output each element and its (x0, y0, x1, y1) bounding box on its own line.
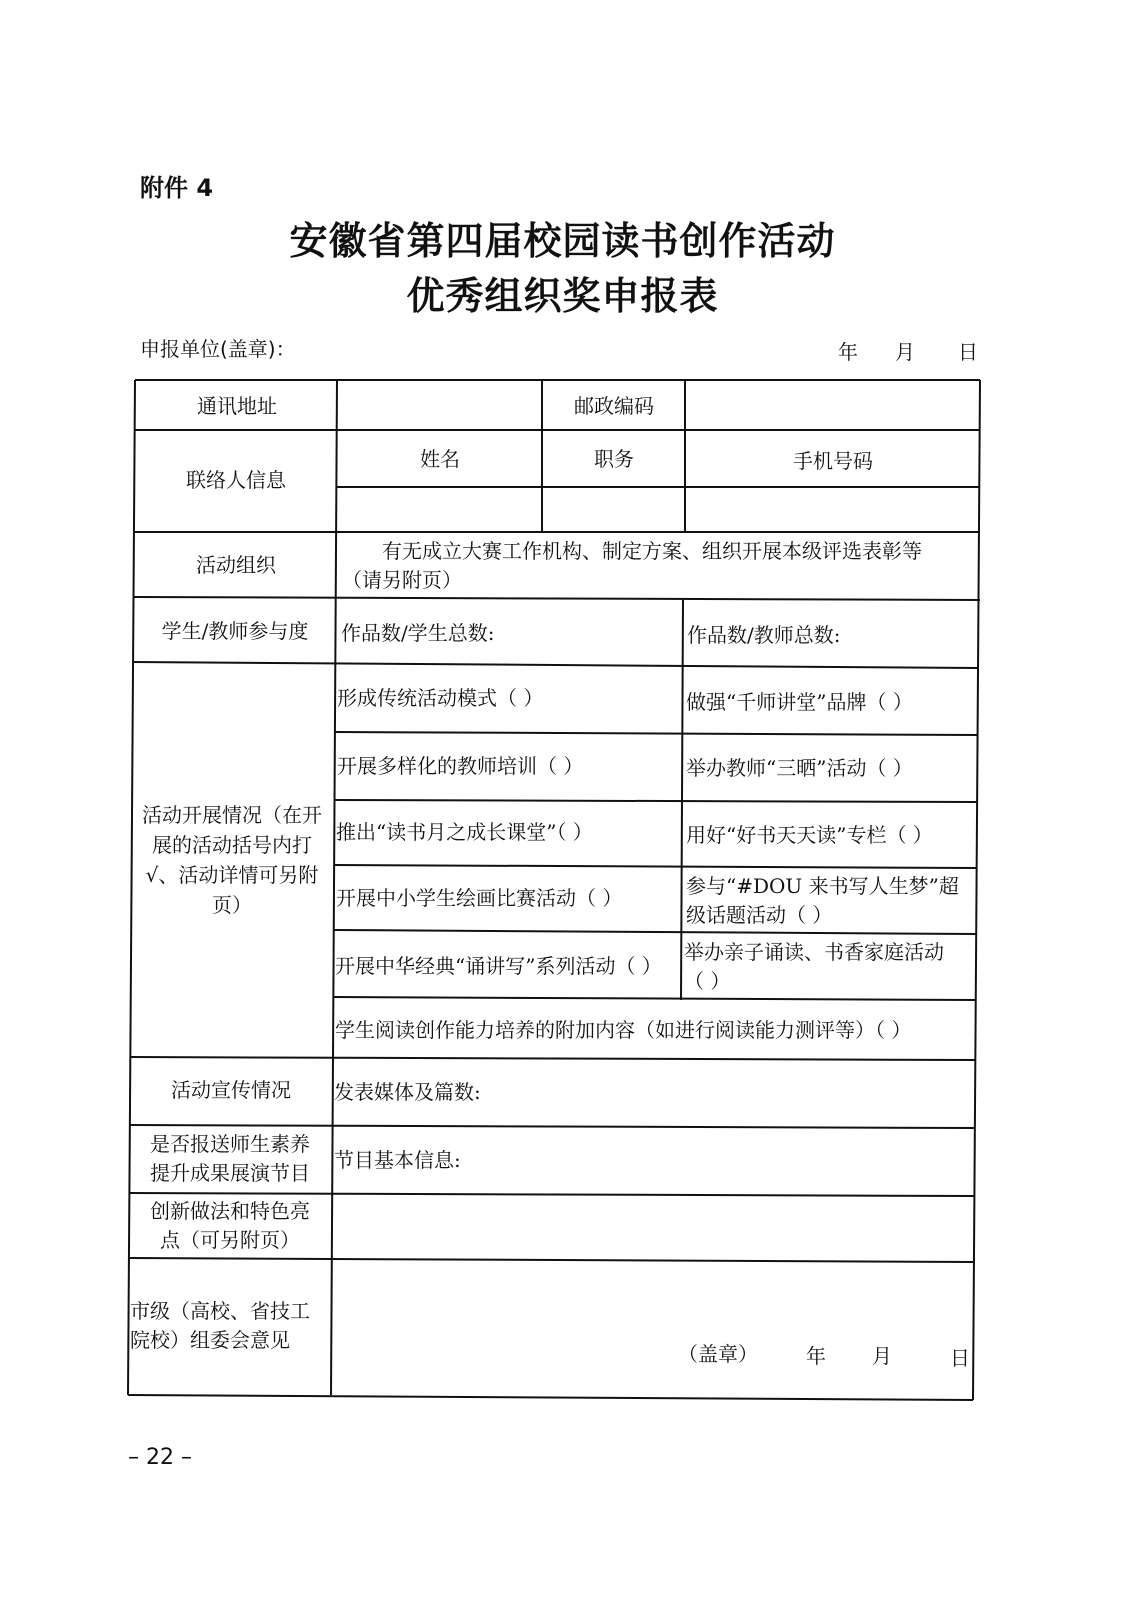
header-year: 年 (838, 340, 858, 364)
opinion-label: 市级（高校、省技工 院校）组委会意见 (130, 1299, 310, 1352)
contact-label: 联络人信息 (186, 468, 286, 492)
activity-left-4[interactable]: 开展中小学生绘画比赛活动（ ） (336, 886, 623, 910)
activity-left-1[interactable]: 形成传统活动模式（ ） (337, 686, 544, 710)
page-subtitle: 优秀组织奖申报表 (406, 274, 719, 318)
innovation-field[interactable] (334, 1210, 970, 1250)
address-label: 通讯地址 (197, 394, 277, 418)
header-day: 日 (958, 340, 978, 364)
postcode-field[interactable] (688, 392, 978, 421)
contact-title-field[interactable] (545, 497, 683, 526)
address-field[interactable] (340, 392, 540, 421)
activities-label: 活动开展情况（在开 展的活动括号内打 √、活动详情可另附 页） (142, 803, 322, 917)
show-field[interactable]: 节目基本信息: (334, 1148, 461, 1172)
applicant-unit-label: 申报单位(盖章)： (140, 337, 296, 361)
works-students-field[interactable]: 作品数/学生总数: (341, 621, 495, 645)
page-number: – 22 – (128, 1445, 192, 1470)
publicity-field[interactable]: 发表媒体及篇数: (334, 1080, 481, 1104)
activity-right-1[interactable]: 做强“千师讲堂”品牌（ ） (686, 690, 913, 714)
activity-right-5[interactable]: 举办亲子诵读、书香家庭活动 （ ） (684, 940, 944, 993)
attachment-label: 附件 4 (140, 174, 214, 202)
org-text-line1: 有无成立大赛工作机构、制定方案、组织开展本级评选表彰等 (382, 539, 922, 563)
participation-label: 学生/教师参与度 (161, 619, 309, 643)
activity-left-2[interactable]: 开展多样化的教师培训（ ） (337, 754, 584, 778)
extra-activity[interactable]: 学生阅读创作能力培养的附加内容（如进行阅读能力测评等）（ ） (335, 1018, 912, 1042)
activity-right-3[interactable]: 用好“好书天天读”专栏（ ） (686, 823, 933, 847)
publicity-label: 活动宣传情况 (171, 1078, 291, 1102)
header-month: 月 (895, 340, 915, 364)
opinion-month: 月 (872, 1344, 892, 1368)
page-title: 安徽省第四届校园读书创作活动 (289, 219, 836, 263)
contact-name-header: 姓名 (420, 447, 460, 471)
contact-phone-field[interactable] (688, 497, 978, 526)
contact-name-field[interactable] (340, 497, 540, 526)
opinion-day: 日 (950, 1346, 970, 1370)
activity-left-3[interactable]: 推出“读书月之成长课堂”（ ） (336, 820, 593, 844)
contact-phone-header: 手机号码 (793, 449, 873, 473)
org-text-line2: （请另附页） (342, 568, 462, 592)
works-teachers-field[interactable]: 作品数/教师总数: (687, 623, 841, 647)
activity-right-4[interactable]: 参与“#DOU 来书写人生梦”超 级话题活动（ ） (686, 874, 959, 927)
opinion-seal: （盖章） (678, 1342, 758, 1366)
show-label: 是否报送师生素养 提升成果展演节目 (150, 1132, 310, 1185)
postcode-label: 邮政编码 (574, 394, 654, 418)
innovation-label: 创新做法和特色亮 点（可另附页） (150, 1199, 310, 1252)
opinion-year: 年 (806, 1344, 826, 1368)
activity-left-5[interactable]: 开展中华经典“诵讲写”系列活动（ ） (335, 954, 662, 978)
contact-title-header: 职务 (594, 447, 634, 471)
activity-right-2[interactable]: 举办教师“三晒”活动（ ） (686, 756, 913, 780)
org-label: 活动组织 (196, 553, 276, 577)
